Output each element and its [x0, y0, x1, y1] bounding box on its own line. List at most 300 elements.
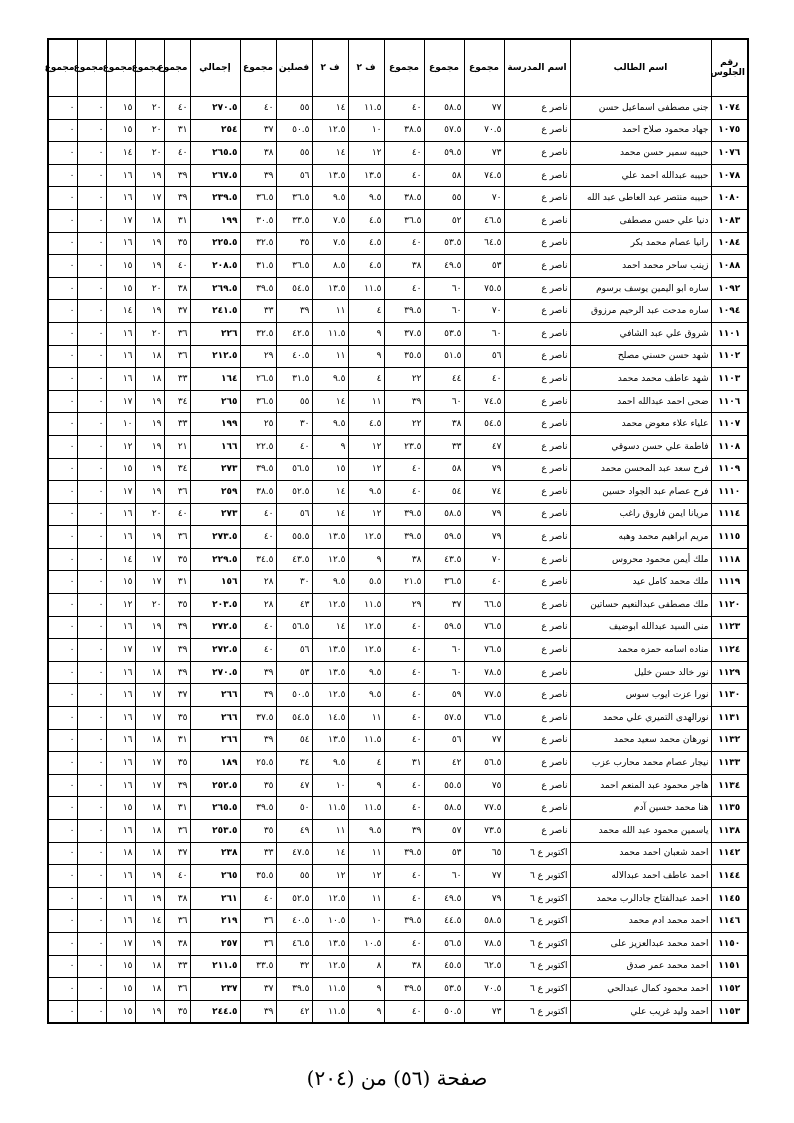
- score-cell: ١٣.٥: [312, 661, 348, 684]
- score-cell: ٥٣.٥: [424, 322, 464, 345]
- score-cell: ٤٠: [464, 368, 504, 391]
- score-cell: ٠: [77, 255, 106, 278]
- score-cell: ٤٠: [384, 142, 424, 165]
- score-cell: ٥٦.٥: [424, 932, 464, 955]
- score-cell: ٠: [77, 707, 106, 730]
- score-cell: ٤٠: [384, 729, 424, 752]
- school-name-cell: ناصر ع: [504, 820, 570, 843]
- score-cell: ١٩: [135, 300, 164, 323]
- score-cell: ١٣.٥: [312, 639, 348, 662]
- score-cell: ١٦: [106, 503, 135, 526]
- score-cell: ٣٥: [240, 820, 276, 843]
- score-cell: ٣٦: [164, 526, 190, 549]
- score-cell: ٣٥: [164, 232, 190, 255]
- score-cell: ٠: [48, 277, 77, 300]
- score-cell: ٠: [77, 797, 106, 820]
- column-header: مجموع: [240, 39, 276, 97]
- student-name-cell: مناده اسامه حمزه محمد: [570, 639, 711, 662]
- score-cell: ٣٨: [384, 955, 424, 978]
- grand-total-cell: ٢٦٦: [190, 684, 240, 707]
- school-name-cell: اكتوبر ع ٦: [504, 955, 570, 978]
- grand-total-cell: ١٦٦: [190, 435, 240, 458]
- seat-number-cell: ١٠٩٢: [711, 277, 748, 300]
- score-cell: ٣٥.٥: [240, 865, 276, 888]
- student-name-cell: علياء علاء معوض محمد: [570, 413, 711, 436]
- table-row: [48, 639, 748, 662]
- score-cell: ٦٤.٥: [464, 232, 504, 255]
- score-cell: ٤٠: [240, 616, 276, 639]
- score-cell: ١٥: [106, 119, 135, 142]
- score-cell: ٧٨.٥: [464, 661, 504, 684]
- student-name-cell: جهاد محمود صلاح احمد: [570, 119, 711, 142]
- score-cell: ١٦: [106, 774, 135, 797]
- score-cell: ٥٨.٥: [424, 503, 464, 526]
- column-header: مجموع: [48, 39, 77, 97]
- grand-total-cell: ٢٥٧: [190, 932, 240, 955]
- score-cell: ٤.٥: [348, 209, 384, 232]
- grand-total-cell: ٢٧٢.٥: [190, 639, 240, 662]
- score-cell: ٩: [348, 548, 384, 571]
- score-cell: ٣١: [164, 729, 190, 752]
- score-cell: ١٧: [106, 481, 135, 504]
- score-cell: ١١: [348, 707, 384, 730]
- score-cell: ٣٩.٥: [240, 797, 276, 820]
- score-cell: ٥٦: [276, 639, 312, 662]
- score-cell: ١١: [348, 390, 384, 413]
- score-cell: ٦٦.٥: [464, 594, 504, 617]
- school-name-cell: ناصر ع: [504, 232, 570, 255]
- student-name-cell: ملك أيمن محمود محروس: [570, 548, 711, 571]
- grand-total-cell: ٢٧٣: [190, 503, 240, 526]
- score-cell: ٤٠: [240, 97, 276, 120]
- seat-number-cell: ١١٤٤: [711, 865, 748, 888]
- student-name-cell: نيجار عصام محمد محارب عزب: [570, 752, 711, 775]
- score-cell: ٠: [77, 390, 106, 413]
- table-row: [48, 300, 748, 323]
- score-cell: ١٨: [135, 955, 164, 978]
- score-cell: ٣٣.٥: [276, 209, 312, 232]
- score-cell: ١١.٥: [348, 797, 384, 820]
- score-cell: ١٩: [135, 887, 164, 910]
- school-name-cell: ناصر ع: [504, 684, 570, 707]
- score-cell: ١٦: [106, 910, 135, 933]
- score-cell: ٥٨: [424, 458, 464, 481]
- seat-number-cell: ١١٥٢: [711, 978, 748, 1001]
- score-cell: ٣٩.٥: [384, 910, 424, 933]
- score-cell: ٠: [48, 616, 77, 639]
- score-cell: ٠: [48, 345, 77, 368]
- student-name-cell: رانيا عصام محمد بكر: [570, 232, 711, 255]
- score-cell: ١١.٥: [348, 594, 384, 617]
- seat-number-cell: ١١٢٠: [711, 594, 748, 617]
- score-cell: ٩: [348, 345, 384, 368]
- score-cell: ٧.٥: [312, 232, 348, 255]
- table-row: [48, 142, 748, 165]
- student-name-cell: احمد عاطف احمد عبدالاله: [570, 865, 711, 888]
- column-header: مجموع: [464, 39, 504, 97]
- score-cell: ١٩: [135, 164, 164, 187]
- grand-total-cell: ١٩٩: [190, 209, 240, 232]
- score-cell: ١٣.٥: [312, 164, 348, 187]
- grand-total-cell: ٢٤١.٥: [190, 300, 240, 323]
- grand-total-cell: ٢٤٤.٥: [190, 1000, 240, 1023]
- student-name-cell: هنا محمد حسين آدم: [570, 797, 711, 820]
- score-cell: ٤٠: [384, 1000, 424, 1023]
- score-cell: ٤٠: [240, 503, 276, 526]
- score-cell: ٢٨: [240, 571, 276, 594]
- table-body: [48, 97, 748, 1024]
- score-cell: ٠: [77, 481, 106, 504]
- score-cell: ١٧: [135, 639, 164, 662]
- table-row: [48, 661, 748, 684]
- score-cell: ٣٩: [164, 639, 190, 662]
- seat-number-cell: ١٠٩٤: [711, 300, 748, 323]
- table-row: [48, 481, 748, 504]
- student-name-cell: شهد عاطف محمد محمد: [570, 368, 711, 391]
- score-cell: ٣١: [164, 119, 190, 142]
- seat-number-cell: ١٠٨٤: [711, 232, 748, 255]
- score-cell: ٠: [77, 932, 106, 955]
- score-cell: ١٧: [106, 639, 135, 662]
- score-cell: ٠: [77, 142, 106, 165]
- score-cell: ٤٠: [240, 887, 276, 910]
- score-cell: ٠: [77, 661, 106, 684]
- score-cell: ٤٧.٥: [276, 842, 312, 865]
- score-cell: ٢٥.٥: [240, 752, 276, 775]
- grand-total-cell: ٢٢٥.٥: [190, 232, 240, 255]
- table-row: [48, 322, 748, 345]
- student-name-cell: ساره مدحت عبد الرحيم مرزوق: [570, 300, 711, 323]
- score-cell: ٤٩.٥: [424, 887, 464, 910]
- table-row: [48, 164, 748, 187]
- score-cell: ٢٥: [240, 413, 276, 436]
- score-cell: ٤٠: [384, 164, 424, 187]
- seat-number-cell: ١١٠٢: [711, 345, 748, 368]
- seat-number-cell: ١١٠٨: [711, 435, 748, 458]
- results-table: [44, 38, 749, 1024]
- table-row: [48, 707, 748, 730]
- score-cell: ١٩: [135, 255, 164, 278]
- school-name-cell: ناصر ع: [504, 164, 570, 187]
- score-cell: ٢٣.٥: [384, 435, 424, 458]
- score-cell: ٠: [77, 97, 106, 120]
- score-cell: ٠: [48, 458, 77, 481]
- score-cell: ٣٠: [276, 413, 312, 436]
- score-cell: ٧٦.٥: [464, 616, 504, 639]
- seat-number-cell: ١٠٧٨: [711, 164, 748, 187]
- table-row: [48, 616, 748, 639]
- score-cell: ٧٧: [464, 97, 504, 120]
- score-cell: ١٥: [106, 458, 135, 481]
- score-cell: ٤٢.٥: [276, 322, 312, 345]
- score-cell: ٧٨.٥: [464, 932, 504, 955]
- grand-total-cell: ٢٦٥.٥: [190, 797, 240, 820]
- score-cell: ٤٣.٥: [276, 548, 312, 571]
- score-cell: ١٢: [312, 865, 348, 888]
- table-row: [48, 548, 748, 571]
- score-cell: ٤٠: [164, 97, 190, 120]
- score-cell: ٣٧: [164, 300, 190, 323]
- grand-total-cell: ٢٢٦: [190, 322, 240, 345]
- school-name-cell: ناصر ع: [504, 209, 570, 232]
- score-cell: ١٥: [106, 955, 135, 978]
- score-cell: ١١.٥: [312, 1000, 348, 1023]
- score-cell: ٩: [348, 774, 384, 797]
- student-name-cell: ساره ابو اليمين يوسف برسوم: [570, 277, 711, 300]
- grand-total-cell: ١٦٤: [190, 368, 240, 391]
- score-cell: ٥.٥: [348, 571, 384, 594]
- score-cell: ٥٠: [276, 797, 312, 820]
- score-cell: ٣١: [384, 752, 424, 775]
- score-cell: ٧٩: [464, 526, 504, 549]
- score-cell: ٤٠: [384, 707, 424, 730]
- score-cell: ٠: [48, 481, 77, 504]
- score-cell: ٤٧: [276, 774, 312, 797]
- score-cell: ١٥: [106, 1000, 135, 1023]
- score-cell: ٥٧.٥: [424, 707, 464, 730]
- score-cell: ٣٩: [276, 300, 312, 323]
- score-cell: ٧٥: [464, 774, 504, 797]
- score-cell: ٦٠: [424, 390, 464, 413]
- table-row: [48, 820, 748, 843]
- score-cell: ٩: [312, 435, 348, 458]
- score-cell: ١٧: [135, 774, 164, 797]
- score-cell: ٠: [77, 413, 106, 436]
- student-name-cell: فرح عصام عبد الجواد حسين: [570, 481, 711, 504]
- score-cell: ١٨: [106, 842, 135, 865]
- score-cell: ٩.٥: [348, 684, 384, 707]
- score-cell: ٣٥: [164, 707, 190, 730]
- score-cell: ١٦: [106, 616, 135, 639]
- grand-total-cell: ٢٦١: [190, 887, 240, 910]
- score-cell: ١٩: [135, 1000, 164, 1023]
- table-row: [48, 797, 748, 820]
- score-cell: ٣٨: [164, 277, 190, 300]
- table-row: [48, 774, 748, 797]
- score-cell: ٤٥.٥: [424, 955, 464, 978]
- score-cell: ٣٩: [240, 661, 276, 684]
- page-number: صفحة (٥٦) من (٢٠٤): [306, 1066, 488, 1090]
- seat-number-cell: ١١١٩: [711, 571, 748, 594]
- score-cell: ٥٩: [424, 684, 464, 707]
- score-cell: ٣٨: [164, 887, 190, 910]
- seat-number-cell: ١١٣٤: [711, 774, 748, 797]
- score-cell: ٧٦.٥: [464, 639, 504, 662]
- table-row: [48, 594, 748, 617]
- score-cell: ٤٠: [384, 932, 424, 955]
- grand-total-cell: ٢٧٢.٥: [190, 616, 240, 639]
- school-name-cell: ناصر ع: [504, 435, 570, 458]
- score-cell: ١٣.٥: [312, 729, 348, 752]
- score-cell: ٥٤.٥: [276, 707, 312, 730]
- score-cell: ٧٠: [464, 300, 504, 323]
- score-cell: ١٢.٥: [348, 639, 384, 662]
- score-cell: ١١.٥: [348, 729, 384, 752]
- score-cell: ٠: [48, 729, 77, 752]
- score-cell: ٤٣: [276, 594, 312, 617]
- school-name-cell: ناصر ع: [504, 526, 570, 549]
- score-cell: ٨: [348, 955, 384, 978]
- score-cell: ٤٠: [240, 639, 276, 662]
- score-cell: ٣٦.٥: [424, 571, 464, 594]
- score-cell: ٢١: [164, 435, 190, 458]
- score-cell: ١٩: [135, 481, 164, 504]
- score-cell: ١٣.٥: [348, 164, 384, 187]
- score-cell: ١٦: [106, 661, 135, 684]
- grand-total-cell: ١٩٩: [190, 413, 240, 436]
- score-cell: ٩: [348, 1000, 384, 1023]
- student-name-cell: احمد محمد عمر صدق: [570, 955, 711, 978]
- score-cell: ٢٩: [384, 594, 424, 617]
- score-cell: ٣٩: [164, 187, 190, 210]
- school-name-cell: اكتوبر ع ٦: [504, 1000, 570, 1023]
- score-cell: ١٩: [135, 526, 164, 549]
- score-cell: ١٦: [106, 232, 135, 255]
- column-header: اسم الطالب: [570, 39, 711, 97]
- score-cell: ٣١: [164, 209, 190, 232]
- score-cell: ١٦: [106, 865, 135, 888]
- score-cell: ٤٠: [384, 661, 424, 684]
- score-cell: ٩: [348, 978, 384, 1001]
- seat-number-cell: ١١١٥: [711, 526, 748, 549]
- score-cell: ٥٣: [464, 255, 504, 278]
- student-name-cell: احمد محمود كمال عبدالحي: [570, 978, 711, 1001]
- score-cell: ٣٦: [240, 932, 276, 955]
- score-cell: ٠: [48, 865, 77, 888]
- score-cell: ٥٩.٥: [424, 616, 464, 639]
- score-cell: ٣٧: [164, 842, 190, 865]
- score-cell: ١٤: [106, 548, 135, 571]
- grand-total-cell: ٢٠٣.٥: [190, 594, 240, 617]
- score-cell: ٤٠: [384, 639, 424, 662]
- score-cell: ١٨: [135, 661, 164, 684]
- score-cell: ٦٠: [424, 639, 464, 662]
- score-cell: ٣٩.٥: [384, 300, 424, 323]
- score-cell: ٤.٥: [348, 255, 384, 278]
- score-cell: ٣٦: [240, 910, 276, 933]
- score-cell: ٠: [77, 458, 106, 481]
- score-cell: ١٥: [106, 797, 135, 820]
- score-cell: ١٢: [348, 142, 384, 165]
- table-row: [48, 978, 748, 1001]
- score-cell: ٢٠: [135, 97, 164, 120]
- score-cell: ٩: [348, 322, 384, 345]
- seat-number-cell: ١١٠٦: [711, 390, 748, 413]
- score-cell: ٣٨: [384, 548, 424, 571]
- score-cell: ١٥: [106, 255, 135, 278]
- score-cell: ٠: [48, 413, 77, 436]
- score-cell: ٥٢.٥: [276, 481, 312, 504]
- score-cell: ٠: [48, 820, 77, 843]
- score-cell: ٠: [48, 752, 77, 775]
- score-cell: ٤٢: [276, 1000, 312, 1023]
- score-cell: ٥٥: [424, 187, 464, 210]
- score-cell: ٣٣: [164, 413, 190, 436]
- score-cell: ٣٥: [164, 548, 190, 571]
- score-cell: ٠: [48, 684, 77, 707]
- score-cell: ٠: [48, 842, 77, 865]
- score-cell: ٥٦.٥: [464, 752, 504, 775]
- school-name-cell: ناصر ع: [504, 548, 570, 571]
- student-name-cell: فرح سعد عبد المحسن محمد: [570, 458, 711, 481]
- score-cell: ٣٦: [164, 322, 190, 345]
- score-cell: ٩.٥: [348, 820, 384, 843]
- score-cell: ١٥: [312, 458, 348, 481]
- score-cell: ٣٩: [164, 661, 190, 684]
- seat-number-cell: ١١٠٣: [711, 368, 748, 391]
- table-row: [48, 526, 748, 549]
- table-row: [48, 932, 748, 955]
- score-cell: ٣٩: [164, 616, 190, 639]
- score-cell: ٥٨.٥: [424, 97, 464, 120]
- score-cell: ٠: [77, 345, 106, 368]
- score-cell: ٣٦.٥: [276, 255, 312, 278]
- score-cell: ٣٩.٥: [240, 277, 276, 300]
- score-cell: ٠: [77, 594, 106, 617]
- seat-number-cell: ١١٤٥: [711, 887, 748, 910]
- score-cell: ٤٠: [384, 684, 424, 707]
- score-cell: ٤٠: [384, 887, 424, 910]
- score-cell: ٧٦.٥: [464, 707, 504, 730]
- score-cell: ١٦: [106, 887, 135, 910]
- student-name-cell: فاطمة علي حسن دسوقي: [570, 435, 711, 458]
- score-cell: ٠: [48, 774, 77, 797]
- score-cell: ٤٠: [384, 797, 424, 820]
- score-cell: ١٧: [135, 684, 164, 707]
- score-cell: ٠: [48, 978, 77, 1001]
- score-cell: ١٧: [135, 187, 164, 210]
- score-cell: ٠: [77, 865, 106, 888]
- table-row: [48, 413, 748, 436]
- score-cell: ١٩: [135, 232, 164, 255]
- table-row: [48, 368, 748, 391]
- score-cell: ١٤: [312, 142, 348, 165]
- column-header: مجموع: [77, 39, 106, 97]
- school-name-cell: ناصر ع: [504, 661, 570, 684]
- score-cell: ١٢: [348, 503, 384, 526]
- column-header: إجمالي: [190, 39, 240, 97]
- seat-number-cell: ١١٣١: [711, 707, 748, 730]
- column-header: اسم المدرسة: [504, 39, 570, 97]
- score-cell: ٠: [77, 820, 106, 843]
- school-name-cell: ناصر ع: [504, 255, 570, 278]
- score-cell: ٠: [77, 1000, 106, 1023]
- score-cell: ٢٢: [384, 368, 424, 391]
- score-cell: ٤٩.٥: [424, 255, 464, 278]
- score-cell: ١٦: [106, 729, 135, 752]
- score-cell: ٢١.٥: [384, 571, 424, 594]
- grand-total-cell: ٢٥٤: [190, 119, 240, 142]
- score-cell: ١٧: [135, 707, 164, 730]
- column-header: مجموع: [424, 39, 464, 97]
- student-name-cell: مريانا ايمن فاروق راغب: [570, 503, 711, 526]
- score-cell: ١٢.٥: [312, 548, 348, 571]
- score-cell: ١٤: [106, 300, 135, 323]
- score-cell: ٩.٥: [312, 571, 348, 594]
- seat-number-cell: ١١٢٤: [711, 639, 748, 662]
- school-name-cell: اكتوبر ع ٦: [504, 842, 570, 865]
- score-cell: ٥٢.٥: [276, 887, 312, 910]
- score-cell: ١٢.٥: [312, 119, 348, 142]
- student-name-cell: ياسمين محمود عبد الله محمد: [570, 820, 711, 843]
- score-cell: ٣٥: [240, 774, 276, 797]
- score-cell: ٦٥: [464, 842, 504, 865]
- table-row: [48, 865, 748, 888]
- score-cell: ٠: [77, 729, 106, 752]
- score-cell: ٤٣.٥: [424, 548, 464, 571]
- column-header: فصلين: [276, 39, 312, 97]
- column-header: مجموع: [106, 39, 135, 97]
